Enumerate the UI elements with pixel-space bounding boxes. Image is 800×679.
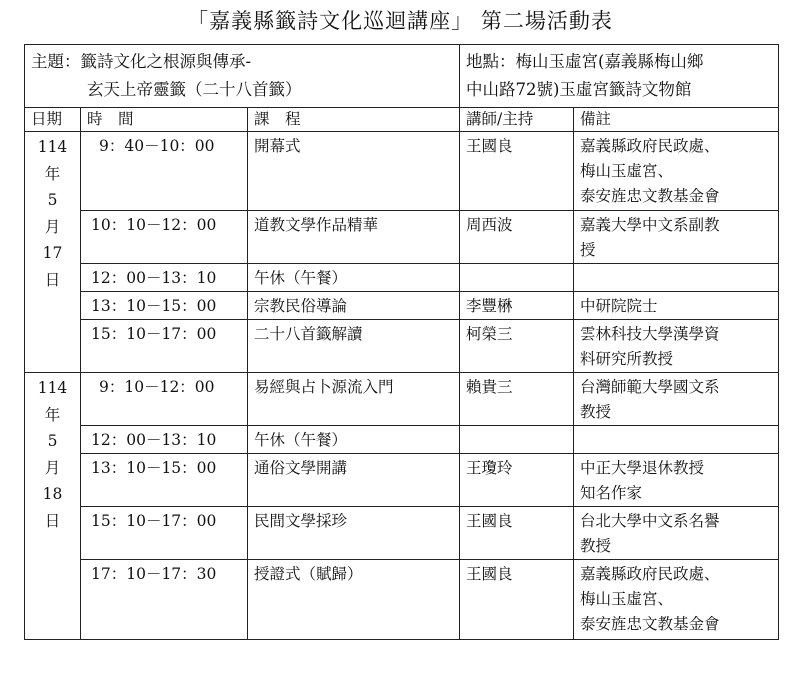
theme-cell xyxy=(25,45,460,108)
note-line: 教授 xyxy=(580,537,612,555)
session-note xyxy=(574,292,779,320)
location-cell xyxy=(460,45,779,108)
session-time: 17：10－17：30 xyxy=(81,560,248,640)
session-note xyxy=(574,560,779,640)
date-line: 年 xyxy=(44,405,61,424)
session-course: 二十八首籤解讀 xyxy=(248,320,460,373)
schedule-table xyxy=(24,44,779,640)
session-note xyxy=(574,507,779,560)
session-note xyxy=(574,264,779,292)
note-line: 中研院院士 xyxy=(580,297,658,315)
session-time: 15：10－17：00 xyxy=(81,320,248,373)
session-note xyxy=(574,320,779,373)
table-row xyxy=(25,426,779,454)
session-course: 午休（午餐） xyxy=(248,426,460,454)
header-note: 備註 xyxy=(574,108,779,132)
session-speaker xyxy=(460,426,574,454)
session-course: 通俗文學開講 xyxy=(248,454,460,507)
session-course: 午休（午餐） xyxy=(248,264,460,292)
session-speaker: 周西波 xyxy=(460,211,574,264)
date-line: 月 xyxy=(44,458,61,477)
table-row xyxy=(25,373,779,426)
session-speaker: 王瓊玲 xyxy=(460,454,574,507)
session-course: 授證式（賦歸） xyxy=(248,560,460,640)
header-course: 課 程 xyxy=(248,108,460,132)
table-row xyxy=(25,292,779,320)
table-row xyxy=(25,320,779,373)
date-cell xyxy=(25,132,81,373)
session-speaker: 賴貴三 xyxy=(460,373,574,426)
session-time: 12：00－13：10 xyxy=(81,426,248,454)
session-speaker xyxy=(460,264,574,292)
session-time: 12：00－13：10 xyxy=(81,264,248,292)
note-line: 台灣師範大學國文系 xyxy=(580,378,720,396)
session-time: 10：10－12：00 xyxy=(81,211,248,264)
note-line: 知名作家 xyxy=(580,484,643,502)
session-note xyxy=(574,426,779,454)
note-line: 料研究所教授 xyxy=(580,350,674,368)
location-line-2: 中山路72號)玉虛宮籤詩文物館 xyxy=(466,80,692,99)
note-line: 泰安旌忠文教基金會 xyxy=(580,615,720,633)
session-course: 宗教民俗導論 xyxy=(248,292,460,320)
session-time: 13：10－15：00 xyxy=(81,292,248,320)
session-course: 民間文學採珍 xyxy=(248,507,460,560)
session-speaker: 李豐楙 xyxy=(460,292,574,320)
table-row xyxy=(25,560,779,640)
session-course: 開幕式 xyxy=(248,132,460,211)
session-course: 易經與占卜源流入門 xyxy=(248,373,460,426)
theme-line-1 xyxy=(31,48,453,76)
session-speaker: 王國良 xyxy=(460,507,574,560)
date-line: 日 xyxy=(44,511,61,530)
session-time: 9：40－10：00 xyxy=(81,132,248,211)
theme-text-1: 籤詩文化之根源與傳承- xyxy=(80,52,252,71)
note-line: 嘉義縣政府民政處、 xyxy=(580,137,720,155)
header-speaker: 講師/主持 xyxy=(460,108,574,132)
table-row xyxy=(25,454,779,507)
date-line: 114 xyxy=(37,379,68,397)
session-note xyxy=(574,211,779,264)
note-line: 台北大學中文系名譽 xyxy=(580,512,720,530)
date-line: 18 xyxy=(42,485,63,503)
note-line: 教授 xyxy=(580,403,612,421)
note-line: 泰安旌忠文教基金會 xyxy=(580,187,720,205)
note-line: 授 xyxy=(580,241,596,259)
date-line: 5 xyxy=(47,191,58,209)
header-time: 時 間 xyxy=(81,108,248,132)
note-line: 雲林科技大學漢學資 xyxy=(580,325,720,343)
page-title: 「嘉義縣籤詩文化巡迴講座」 第二場活動表 xyxy=(187,9,613,33)
date-line: 17 xyxy=(42,244,63,262)
session-time: 9：10－12：00 xyxy=(81,373,248,426)
theme-row xyxy=(25,45,779,108)
session-note xyxy=(574,454,779,507)
date-line: 5 xyxy=(47,432,58,450)
note-line: 梅山玉虛宮、 xyxy=(580,162,674,180)
note-line: 嘉義縣政府民政處、 xyxy=(580,565,720,583)
session-time: 15：10－17：00 xyxy=(81,507,248,560)
session-time: 13：10－15：00 xyxy=(81,454,248,507)
date-line: 日 xyxy=(44,270,61,289)
note-line: 嘉義大學中文系副教 xyxy=(580,216,720,234)
theme-label: 主題： xyxy=(31,52,81,71)
session-note xyxy=(574,373,779,426)
date-line: 月 xyxy=(44,217,61,236)
table-row xyxy=(25,507,779,560)
header-row xyxy=(25,108,779,132)
table-row xyxy=(25,211,779,264)
theme-line-2: 玄天上帝靈籤（二十八首籤） xyxy=(87,80,302,99)
session-speaker: 王國良 xyxy=(460,132,574,211)
session-course: 道教文學作品精華 xyxy=(248,211,460,264)
date-line: 114 xyxy=(37,138,68,156)
session-speaker: 王國良 xyxy=(460,560,574,640)
table-row xyxy=(25,132,779,211)
location-line-1: 地點：梅山玉虛宮(嘉義縣梅山鄉 xyxy=(466,52,704,71)
header-date: 日期 xyxy=(25,108,81,132)
session-speaker: 柯榮三 xyxy=(460,320,574,373)
session-note xyxy=(574,132,779,211)
date-line: 年 xyxy=(44,164,61,183)
date-cell xyxy=(25,373,81,640)
note-line: 梅山玉虛宮、 xyxy=(580,590,674,608)
note-line: 中正大學退休教授 xyxy=(580,459,705,477)
table-row xyxy=(25,264,779,292)
